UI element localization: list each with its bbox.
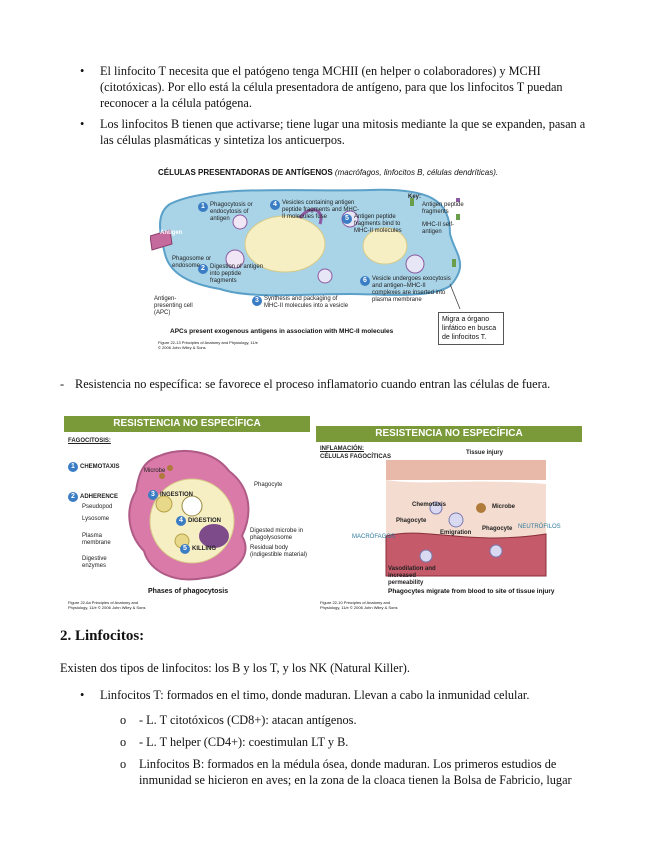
figure-subtitle: INFLAMACIÓN:: [320, 446, 364, 452]
microbe-label: Microbe: [492, 504, 516, 510]
bullet-text: Los linfocitos B tienen que activarse; tiene lugar una mitosis mediante la que se expanden, pasan a las células plasmáticas y sintetiza los anticuerpos.: [100, 117, 586, 147]
key-item: MHC-II self-antigen: [422, 222, 454, 235]
apc-label: Antigen-presenting cell (APC): [154, 296, 193, 316]
figure-antigen-presenting-cells: [150, 164, 520, 360]
figure-phagocytosis: [64, 416, 310, 611]
bullet-text: El linfocito T necesita que el patógeno tenga MCHII (en helper o colaboradores) y MCHI (citotóxicas). Por ello está la célula presentadora de antígeno, para que los linfocitos T puedan reconocer a la célula patógena.: [100, 64, 563, 110]
vasodilation-label: Vasodilation and increased permeability: [388, 566, 436, 586]
figure-banner: RESISTENCIA NO ESPECÍFICA: [316, 426, 582, 442]
bullet-marker: •: [80, 688, 85, 702]
step-number: 5: [180, 544, 190, 554]
macrophages-label: MACRÓFAGOS: [352, 534, 396, 540]
dash-text: Resistencia no específica: se favorece el proceso inflamatorio cuando entran las células de fuera.: [75, 377, 551, 391]
sub-bullet-text: - L. T citotóxicos (CD8+): atacan antígenos.: [139, 713, 357, 727]
section-heading: 2. Linfocitos:: [60, 628, 145, 644]
sub-bullet-text: Linfocitos B: formados en la médula ósea, donde maduran. Los primeros estudios de inmunidad se hicieron en aves; en la zona de la cloaca tienen la Bolsa de Fabricio, lugar: [139, 757, 572, 787]
figure-credit: Figure 22-13 Principles of Anatomy and Physiology, 11/e © 2006 John Wiley & Sons: [158, 340, 258, 350]
section-intro: Existen dos tipos de linfocitos: los B y los T, y los NK (Natural Killer).: [60, 661, 410, 675]
step-label: Antigen peptide fragments bind to MHC-II molecules: [354, 214, 402, 234]
microbe-label: Microbe: [144, 468, 166, 474]
step-number: 2: [198, 264, 208, 274]
step-label: INGESTION: [160, 492, 194, 498]
figure-credit: Figure 22-6a Principles of Anatomy and Physiology, 11/e © 2006 John Wiley & Sons: [68, 600, 146, 610]
lysosome-label: Lysosome: [82, 516, 110, 522]
residual-body-label: Residual body (indigestible material): [250, 545, 308, 558]
step-number: 5: [342, 214, 352, 224]
step-label: Synthesis and packaging of MHC-II molecules into a vesicle: [264, 296, 349, 309]
chemotaxis-label: Chemotaxis: [412, 502, 447, 508]
bullet-marker: •: [80, 117, 85, 131]
step-label: DIGESTION: [188, 518, 222, 524]
step-number: 1: [68, 462, 78, 472]
figure-credit: Figure 22-10 Principles of Anatomy and Physiology, 11/e © 2006 John Wiley & Sons: [320, 600, 398, 610]
pseudopod-label: Pseudopod: [82, 504, 113, 510]
sub-bullet-marker: o: [120, 757, 127, 771]
digested-microbe-label: Digested microbe in phagolysosome: [250, 528, 304, 541]
step-label: Vesicles containing antigen peptide fragments and MHC-II molecules fuse: [282, 200, 360, 220]
sub-bullet-text: - L. T helper (CD4+): coestimulan LT y B.: [139, 735, 349, 749]
sub-bullet-marker: o: [120, 713, 127, 727]
figure-subtitle-2: CÉLULAS FAGOCÍTICAS: [320, 454, 392, 460]
step-number: 6: [360, 276, 370, 286]
step-number: 2: [68, 492, 78, 502]
tissue-injury-label: Tissue injury: [466, 450, 503, 456]
phagosome-label: Phagosome or endosome: [172, 256, 212, 269]
step-label: ADHERENCE: [80, 494, 119, 500]
step-label: Digestion of antigen into peptide fragments: [210, 264, 264, 284]
plasma-membrane-label: Plasma membrane: [82, 533, 111, 546]
figure-caption: Phagocytes migrate from blood to site of tissue injury: [388, 588, 555, 595]
step-number: 4: [176, 516, 186, 526]
neutrophils-label: NEUTRÓFILOS: [518, 524, 561, 530]
figure-title: CÉLULAS PRESENTADORAS DE ANTÍGENOS (macrófagos, linfocitos B, células dendríticas).: [158, 168, 499, 177]
figure-caption: Phases of phagocytosis: [148, 588, 229, 595]
dash-marker: -: [60, 377, 65, 391]
figure-subtitle: FAGOCITOSIS:: [68, 438, 111, 444]
key-title: Key:: [408, 194, 422, 200]
step-number: 4: [270, 200, 280, 210]
step-label: KILLING: [192, 546, 216, 552]
phagocyte-label-2: Phagocyte: [482, 526, 513, 532]
note-box: Migra a órgano linfático en busca de linfocitos T.: [438, 312, 504, 345]
step-label: Vesicle undergoes exocytosis and antigen–MHC-II complexes are inserted into plasma membrane: [372, 276, 451, 303]
figure-inflammation: [316, 426, 582, 611]
phagocyte-illustration: [64, 416, 310, 611]
key-item: Antigen peptide fragments: [422, 202, 464, 215]
phagocyte-label: Phagocyte: [396, 518, 427, 524]
sub-bullet-marker: o: [120, 735, 127, 749]
step-number: 3: [148, 490, 158, 500]
emigration-label: Emigration: [440, 530, 472, 536]
bullet-marker: •: [80, 64, 85, 78]
phagocyte-label: Phagocyte: [254, 482, 283, 488]
step-label: Phagocytosis or endocytosis of antigen: [210, 202, 253, 222]
bullet-text: Linfocitos T: formados en el timo, donde maduran. Llevan a cabo la inmunidad celular.: [100, 688, 530, 702]
step-number: 1: [198, 202, 208, 212]
figure-banner: RESISTENCIA NO ESPECÍFICA: [64, 416, 310, 432]
figure-caption: APCs present exogenous antigens in association with MHC-II molecules: [170, 328, 394, 335]
step-label: CHEMOTAXIS: [80, 464, 120, 470]
antigen-label: Antigen: [160, 230, 183, 236]
inflammation-illustration: [316, 426, 582, 611]
digestive-enzymes-label: Digestive enzymes: [82, 556, 107, 569]
step-number: 3: [252, 296, 262, 306]
